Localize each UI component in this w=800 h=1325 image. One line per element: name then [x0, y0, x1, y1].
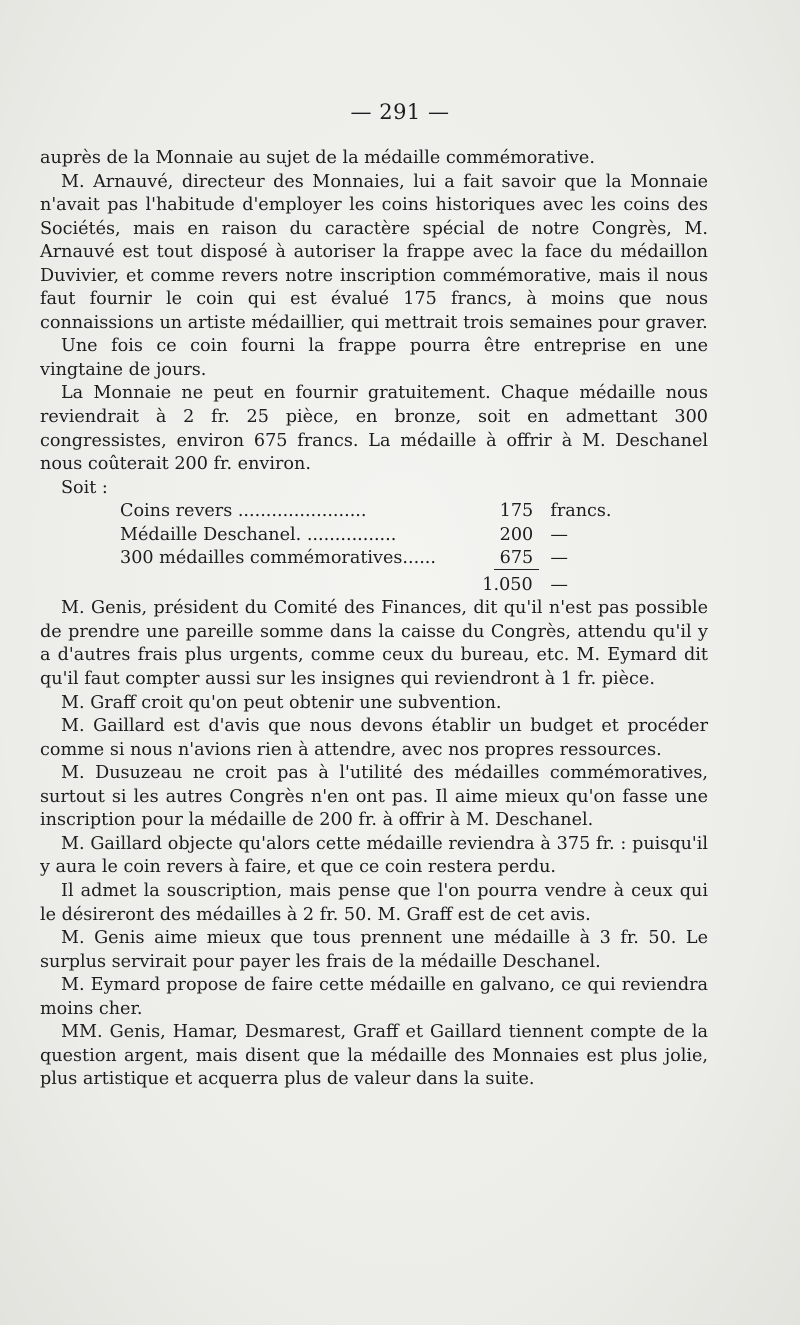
cost-label: Médaille Deschanel. ................: [120, 524, 397, 545]
cost-total-row: [120, 574, 630, 598]
cost-total-amount: 1.050: [482, 574, 533, 595]
cost-amount: 200: [499, 524, 534, 545]
cost-row: [120, 547, 630, 571]
cost-row: [120, 524, 630, 548]
paragraph-graff-subvention: M. Graff croit qu'on peut obtenir une subvention.: [61, 692, 502, 713]
paragraph-gaillard-budget: M. Gaillard est d'avis que nous devons établir un budget et procéder comme si nous n'avions rien à attendre, avec nos propres ressources.: [40, 716, 708, 760]
cost-unit: francs.: [550, 501, 612, 522]
cost-label: Coins revers .......................: [120, 501, 367, 522]
paragraph-monnaie-prix: La Monnaie ne peut en fournir gratuitement. Chaque médaille nous reviendrait à 2 fr. 25 pièce, en bronze, soit en admettant 300 congressistes, environ 675 francs. La médaille à offrir à M. Deschanel nous coûterait 200 fr. environ.: [40, 383, 708, 475]
page-number: — 291 —: [350, 100, 450, 124]
paragraph-conclusion: MM. Genis, Hamar, Desmarest, Graff et Gaillard tiennent compte de la question argent, mais disent que la médaille des Monnaies est plus jolie, plus artistique et acquerra plus de valeur dans la suite.: [40, 1022, 708, 1090]
cost-label: 300 médailles commémoratives......: [120, 548, 436, 569]
paragraph-continuation: auprès de la Monnaie au sujet de la médaille commémorative.: [40, 148, 595, 168]
soit-label: Soit :: [61, 477, 108, 498]
cost-row: [120, 500, 630, 524]
cost-total-unit: —: [550, 574, 568, 595]
paragraph-arnauve: M. Arnauvé, directeur des Monnaies, lui a fait savoir que la Monnaie n'avait pas l'habitude d'employer les coins historiques avec les coins des Sociétés, mais en raison du caractère spécial de notre Congrès, M. Arnauvé est tout disposé à autoriser la frappe avec la face du médaillon Duvivier, et comme revers notre inscription commémorative, mais il nous faut fournir le coin qui est évalué 175 francs, à moins que nous connaissions un artiste médaillier, qui mettrait trois semaines pour graver.: [40, 171, 708, 333]
paragraph-eymard-galvano: M. Eymard propose de faire cette médaille en galvano, ce qui reviendra moins cher.: [40, 975, 708, 1019]
cost-amount: 175: [499, 501, 534, 522]
cost-unit: —: [550, 548, 568, 569]
paragraph-frappe: Une fois ce coin fourni la frappe pourra être entreprise en une vingtaine de jours.: [40, 336, 708, 380]
paragraph-genis-medaille: M. Genis aime mieux que tous prennent une médaille à 3 fr. 50. Le surplus servirait pour payer les frais de la médaille Deschanel.: [40, 928, 708, 972]
paragraph-gaillard-objecte: M. Gaillard objecte qu'alors cette médaille reviendra à 375 fr. : puisqu'il y aura le coin revers à faire, et que ce coin restera perdu.: [40, 833, 708, 878]
cost-unit: —: [550, 524, 568, 545]
body-text: [40, 147, 708, 1092]
paragraph-genis-finances: M. Genis, président du Comité des Finances, dit qu'il n'est pas possible de prendre une pareille somme dans la caisse du Congrès, attendu qu'il y a d'autres frais plus urgents, comme ceux du bureau, etc. M. Eymard dit qu'il faut compter aussi sur les insignes qui reviendront à 1 fr. pièce.: [40, 598, 708, 690]
paragraph-souscription: Il admet la souscription, mais pense que l'on pourra vendre à ceux qui le désireront des médailles à 2 fr. 50. M. Graff est de cet avis.: [40, 880, 708, 925]
cost-amount-value: 675: [494, 548, 540, 570]
cost-amount: [487, 547, 547, 571]
cost-table: [120, 500, 630, 597]
paragraph-dusuzeau: M. Dusuzeau ne croit pas à l'utilité des médailles commémoratives, surtout si les autres Congrès n'en ont pas. Il aime mieux qu'on fasse une inscription pour la médaille de 200 fr. à offrir à M. Deschanel.: [40, 763, 708, 831]
